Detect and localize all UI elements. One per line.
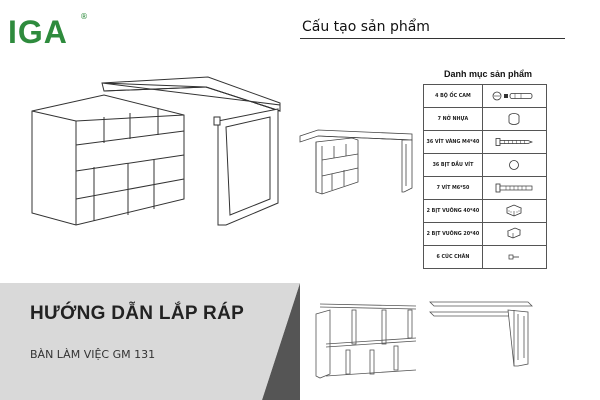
heading-divider (300, 38, 565, 39)
table-row (424, 154, 547, 177)
parts-list-table (423, 84, 547, 269)
structure-heading: Cấu tạo sản phẩm (302, 19, 430, 35)
part-label: 36 BỊT ĐẦU VÍT (424, 154, 483, 177)
table-row (424, 223, 547, 246)
table-row (424, 85, 547, 108)
part-label: 2 BỊT VUÔNG 40*40 (424, 200, 483, 223)
yellow-screw-icon (494, 137, 534, 147)
part-label: 7 NỞ NHỰA (424, 108, 483, 131)
screw-cap-icon (508, 159, 520, 171)
table-row (424, 200, 547, 223)
desk-illustration-structure (298, 128, 416, 196)
cam-lock-icon (491, 90, 537, 102)
table-row (424, 131, 547, 154)
parts-list-title: Danh mục sản phẩm (444, 69, 533, 79)
foot-pad-icon (507, 252, 521, 262)
part-label: 4 BỘ ỐC CAM (424, 85, 483, 108)
bolt-icon (494, 183, 534, 193)
hero-accent-shape (262, 283, 300, 400)
hero-band (0, 283, 300, 400)
desk-illustration-main (28, 75, 290, 235)
table-row (424, 177, 547, 200)
part-label: 2 BỊT VUÔNG 20*40 (424, 223, 483, 246)
table-row (424, 246, 547, 269)
square-cap-large-icon (504, 203, 524, 219)
part-label: 6 CÚC CHÂN (424, 246, 483, 269)
desk-exploded-view (428, 298, 538, 370)
product-name: BÀN LÀM VIỆC GM 131 (30, 348, 156, 361)
part-label: 7 VÍT M6*50 (424, 177, 483, 200)
assembly-guide-title: HƯỚNG DẪN LẮP RÁP (30, 303, 245, 324)
brand-logo: IGA (8, 14, 68, 50)
part-label: 36 VÍT VÀNG M4*40 (424, 131, 483, 154)
bookcase-exploded-view (312, 300, 422, 380)
square-cap-small-icon (504, 226, 524, 242)
table-row (424, 108, 547, 131)
registered-mark: ® (80, 12, 88, 21)
plastic-dowel-icon (507, 112, 521, 126)
